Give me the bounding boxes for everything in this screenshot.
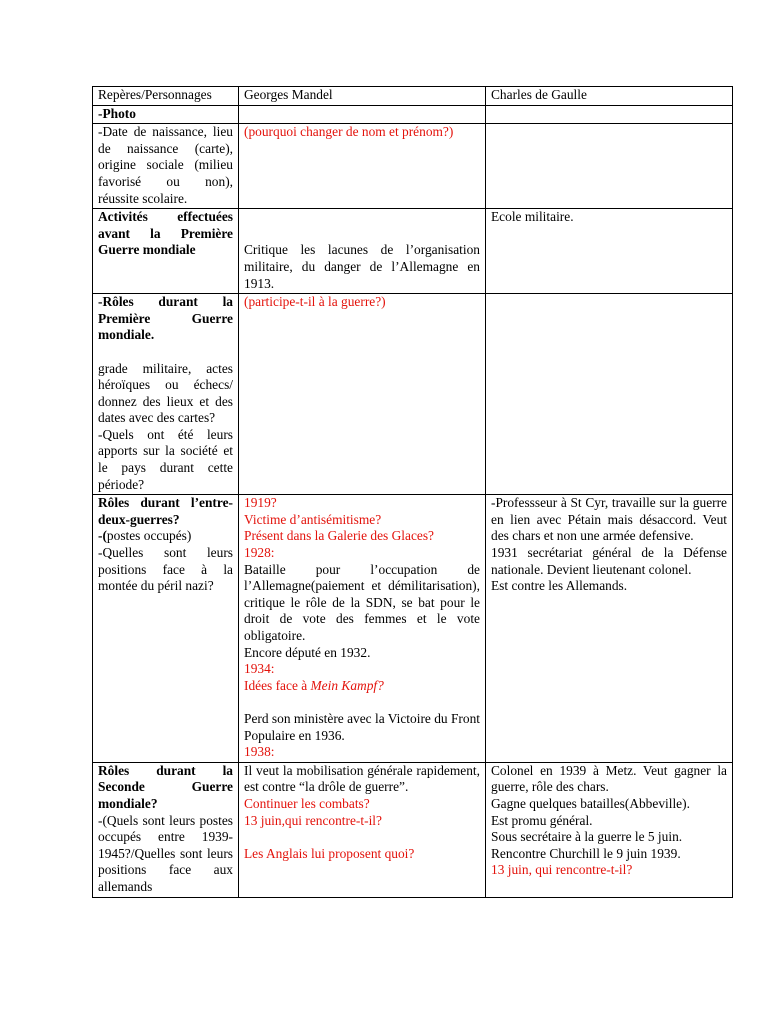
cell-mandel-birth: (pourquoi changer de nom et prénom?) [239, 124, 486, 209]
degaulle-sous-secretaire: Sous secrétaire à la guerre le 5 juin. [491, 829, 683, 845]
interwar-q1-prefix: -( [98, 528, 107, 544]
mandel-anglais: Les Anglais lui proposent quoi? [244, 845, 415, 861]
header-reperes: Repères/Personnages [93, 87, 239, 106]
interwar-q1-rest: postes occupés) [106, 528, 192, 544]
mandel-1928: 1928: [244, 545, 275, 561]
mandel-bataille: Bataille pour l’occupation de l’Allemagne(paiement et démilitarisation), critique le rôle de la SDN, se bat pour le droit de vote des femmes et le vote obligatoire. [244, 561, 480, 643]
ww2-label-title: Rôles durant la Seconde Guerre mondiale? [98, 762, 233, 811]
table-row-interwar [93, 495, 733, 763]
row-label-birth: -Date de naissance, lieu de naissance (carte), origine sociale (milieu favorisé ou non), réussite scolaire. [93, 124, 239, 209]
degaulle-batailles: Gagne quelques batailles(Abbeville). [491, 795, 690, 811]
cell-degaulle-ww1 [486, 294, 733, 495]
cell-degaulle-ww2 [486, 762, 733, 897]
table-row-ww2 [93, 762, 733, 897]
table-header-row [93, 87, 733, 106]
cell-degaulle-birth [486, 124, 733, 209]
ww2-label-question: -(Quels sont leurs postes occupés entre 1939-1945?/Quelles sont leurs positions face aux allemands [98, 812, 233, 894]
mandel-mobilisation: Il veut la mobilisation générale rapidement, est contre “la drôle de guerre”. [244, 762, 480, 795]
cell-degaulle-before-ww1: Ecole militaire. [486, 209, 733, 294]
degaulle-churchill: Rencontre Churchill le 9 juin 1939. [491, 845, 681, 861]
mandel-1934: 1934: [244, 661, 275, 677]
mandel-antisemitisme: Victime d’antisémitisme? [244, 511, 382, 527]
row-label-before-ww1: Activités effectuées avant la Première Guerre mondiale [93, 209, 239, 294]
ww1-label-question-1: grade militaire, actes héroïques ou échecs/ donnez des lieux et des dates avec des cartes? [98, 360, 233, 426]
ww1-label-question-2: -Quels ont été leurs apports sur la société et le pays durant cette période? [98, 426, 233, 492]
cell-mandel-ww1: (participe-t-il à la guerre?) [239, 294, 486, 495]
degaulle-general: Est promu général. [491, 812, 593, 828]
mandel-1919: 1919? [244, 495, 277, 511]
mandel-1938: 1938: [244, 744, 275, 760]
degaulle-stcyr: -Professseur à St Cyr, travaille sur la guerre en lien avec Pétain mais désaccord. Veut des chars et non une armée defensive. [491, 495, 727, 544]
mandel-idees [244, 678, 480, 695]
table-row-before-ww1 [93, 209, 733, 294]
table-row-photo [93, 105, 733, 124]
row-label-interwar [93, 495, 239, 763]
interwar-label-question-1 [98, 528, 233, 545]
mandel-galerie: Présent dans la Galerie des Glaces? [244, 528, 434, 544]
cell-degaulle-interwar [486, 495, 733, 763]
degaulle-secretariat: 1931 secrétariat général de la Défense nationale. Devient lieutenant colonel. [491, 545, 727, 577]
mandel-continuer: Continuer les combats? [244, 795, 370, 811]
cell-mandel-interwar [239, 495, 486, 763]
degaulle-13-juin: 13 juin, qui rencontre-t-il? [491, 862, 633, 878]
row-label-photo: -Photo [93, 105, 239, 124]
mandel-idees-prefix: Idées face à [244, 677, 311, 693]
mandel-depute: Encore député en 1932. [244, 644, 371, 660]
mandel-13-juin: 13 juin,qui rencontre-t-il? [244, 812, 382, 828]
row-label-ww1 [93, 294, 239, 495]
table-row-birth [93, 124, 733, 209]
cell-mandel-ww2 [239, 762, 486, 897]
degaulle-contre: Est contre les Allemands. [491, 578, 628, 594]
cell-degaulle-photo [486, 105, 733, 124]
mandel-idees-title: Mein Kampf [310, 677, 378, 693]
mandel-critique-text: Critique les lacunes de l’organisation militaire, du danger de l’Allemagne en 1913. [244, 242, 480, 291]
interwar-label-title: Rôles durant l’entre-deux-guerres? [98, 495, 233, 527]
cell-mandel-photo [239, 105, 486, 124]
ww1-label-title: -Rôles durant la Première Guerre mondiale. [98, 294, 233, 343]
table-row-ww1 [93, 294, 733, 495]
mandel-ministere: Perd son ministère avec la Victoire du Front Populaire en 1936. [244, 710, 480, 743]
cell-mandel-before-ww1 [239, 209, 486, 294]
row-label-ww2 [93, 762, 239, 897]
interwar-label-question-2: -Quelles sont leurs positions face à la montée du péril nazi? [98, 545, 233, 594]
degaulle-colonel: Colonel en 1939 à Metz. Veut gagner la guerre, rôle des chars. [491, 762, 727, 795]
header-degaulle: Charles de Gaulle [486, 87, 733, 106]
mandel-idees-suffix: ? [377, 677, 384, 693]
header-mandel: Georges Mandel [239, 87, 486, 106]
comparison-table [92, 86, 733, 898]
